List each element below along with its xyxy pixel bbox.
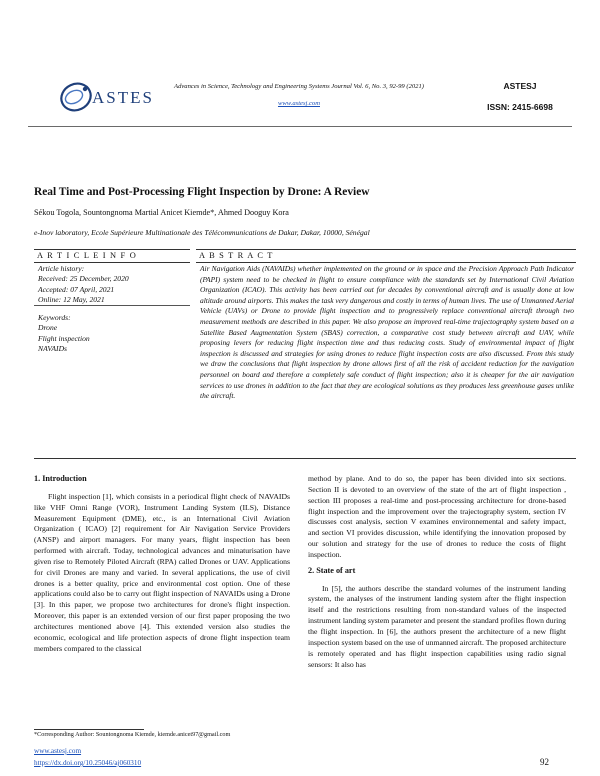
logo-text: ASTES: [92, 88, 154, 107]
abstract-text: Air Navigation Aids (NAVAIDs) whether implemented on the ground or in space and the Precision Approach Path Indicator (PAPI) system need to be checked in flight to ensure compliance with the standards set by International Civil Aviation Organization (ICAO). This activity has been carried out for decades by conventional aircraft and is usually done at low altitude around airports. This makes the task very dangerous and costly in terms of human lives. The use of Unmanned Aerial Vehicle (UAVs) or Drone to provide flight inspection and to progressively replace conventional aircraft through two measurement methods are described in this paper. We also propose an improved real-time trajectography system based on a Satellite Based Augmentation System (SBAS) correction, a comparative cost study between aircraft and UAV, while proposing levers for reducing flight inspection time and thus reducing costs. Study of environmental impact of flight inspection is discussed and strategies for using drones to reduce flight inspection costs are also discussed. From this study we draw the conclusions that flight inspection by drone allows first of all the risk of accident reduction for the navigation personnel on board and therefore a completely safe conduct of flight inspection; also it is cheaper for the air navigation services to use drones in addition to the fact that they are ecological solutions as they produces less greenhouse gases unlike the aircraft.: [200, 264, 574, 401]
section-heading-state-of-art: 2. State of art: [308, 565, 356, 575]
keyword-item: Drone: [38, 323, 58, 333]
journal-issn: ISSN: 2415-6698: [487, 102, 553, 112]
article-info-heading: A R T I C L E I N F O: [34, 249, 190, 263]
body-paragraph: Flight inspection [1], which consists in a periodical flight check of NAVAIDs like VHF Omni Range (VOR), Instrument Landing System (ILS), Distance Measurement Equipment (DME), etc., is an International Civil Aviation Organization ( ICAO) [2] requirement for Air Navigation Service Providers (ANSP) and airport managers. For many years, flight inspection has been performed with aircraft. Today, technological advances and minaturisation have given rise to Remotely Piloted Aircraft (RPA) called Drones or UAV. Applications for civil Drones are many and varied. In several applications, the use of civil drones is a better quality, price and environmental cost option. One of these applications could also be to carry out flight inspection of NAVAIDs using a Drone [3]. In this paper, we propose two architectures for drone's flight inspection. Moreover, this paper is an extended version of our first paper proposing the two architectures mentioned above [4]. This extended version also studies the economic, ecological and life protection aspects of drone flight inspection team members compared to the classical: [34, 491, 290, 653]
body-paragraph: method by plane. And to do so, the paper has been divided into six sections. Section II is devoted to an overview of the state of the art of flight inspection , section III proposes a real-time and post-processing architecture for drone-based flight inspection and the improvement over the trajectography system, section IV discusses cost analysis, section V examines environnemental and safety impact, and section VI provides discussion, while identifying the innovation proposed by our solution and strategy for the use of drones to reduce the costs of flight inspection.: [308, 474, 566, 559]
abstract-heading: A B S T R A C T: [196, 249, 576, 263]
keywords-block: [34, 313, 190, 355]
journal-logo: [58, 78, 154, 116]
online-date: Online: 12 May, 2021: [38, 295, 105, 305]
body-paragraph: In [5], the authors describe the standard volumes of the instrument landing system, the analyses of the instrument landing system after the flight inspection itself and the restrictions resulting from non-standard values of the inspected instrument landing system parameter and present the standard profiles flown during the flight inspection. In [6], the authors present the architecture of a new flight inspection system based on the use of unmanned aircraft. The proposed architecture is remotely operated and has flight inspection capabilities using radio signal sensors: It also has: [308, 583, 566, 669]
footnote-divider: [34, 729, 144, 730]
history-label: Article history:: [38, 264, 85, 273]
article-history: [34, 264, 190, 306]
journal-short-name: ASTESJ: [503, 81, 537, 91]
page-number: 92: [540, 757, 549, 767]
journal-url-link[interactable]: www.astesj.com: [277, 100, 320, 107]
right-column: [308, 474, 566, 670]
corresponding-author-footnote: *Corresponding Author: Sountongnoma Kiemde, kiemde.anicet97@gmail.com: [34, 731, 231, 738]
keywords-label: Keywords:: [38, 313, 71, 322]
footer-doi-link[interactable]: https://dx.doi.org/10.25046/aj060310: [34, 759, 142, 767]
footer-journal-link[interactable]: www.astesj.com: [34, 747, 82, 755]
abstract-divider: [34, 458, 576, 459]
section-heading-introduction: 1. Introduction: [34, 474, 87, 483]
logo-mark-icon: [58, 78, 92, 116]
article-info-divider: [34, 305, 190, 306]
journal-citation: Advances in Science, Technology and Engineering Systems Journal Vol. 6, No. 3, 92-99 (2021): [174, 83, 424, 90]
header-divider: [28, 126, 572, 127]
left-column: [34, 474, 290, 655]
paper-authors: Sékou Togola, Sountongnoma Martial Anicet Kiemde*, Ahmed Dooguy Kora: [34, 208, 289, 217]
keyword-item: NAVAIDs: [38, 344, 68, 354]
keyword-item: Flight inspection: [38, 333, 90, 343]
paper-title: Real Time and Post-Processing Flight Inspection by Drone: A Review: [34, 186, 370, 198]
received-date: Received: 25 December, 2020: [38, 274, 129, 284]
paper-affiliation: e-Inov laboratory, Ecole Supérieure Multinationale des Télécommunications de Dakar, Dakar, 10000, Sénégal: [34, 228, 370, 237]
accepted-date: Accepted: 07 April, 2021: [38, 284, 115, 294]
